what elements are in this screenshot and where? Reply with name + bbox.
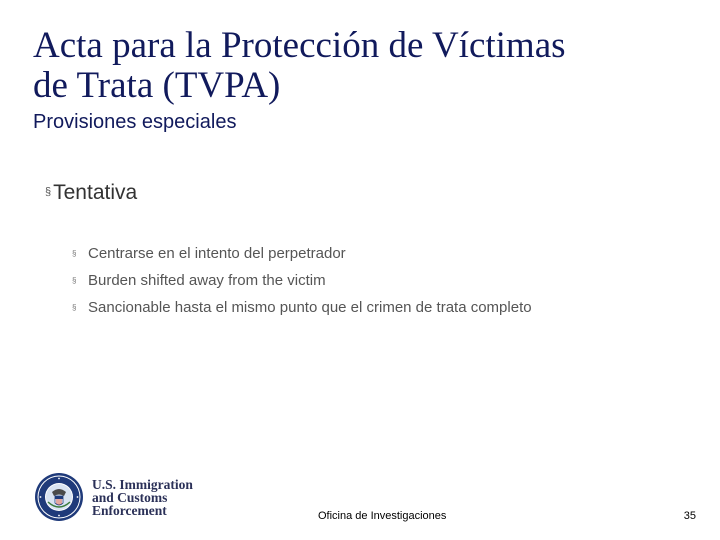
list-item bbox=[72, 267, 532, 294]
list-item-text: Centrarse en el intento del perpetrador bbox=[88, 245, 346, 262]
bullet-marker: § bbox=[45, 186, 52, 198]
slide-title bbox=[33, 26, 693, 106]
title-line-2: de Trata (TVPA) bbox=[33, 65, 281, 106]
bullet-marker: § bbox=[72, 249, 77, 258]
list-item-text: Burden shifted away from the victim bbox=[88, 272, 326, 289]
logo-line-2: and Customs bbox=[92, 489, 168, 505]
bullet-list-level2 bbox=[72, 240, 532, 321]
bullet-marker: § bbox=[72, 276, 77, 285]
logo-line-1: U.S. Immigration bbox=[92, 476, 193, 492]
dhs-seal-icon bbox=[34, 472, 84, 522]
list-item bbox=[72, 294, 532, 321]
bullet-level1 bbox=[45, 181, 137, 205]
logo-line-3: Enforcement bbox=[92, 502, 167, 518]
footer-office: Oficina de Investigaciones bbox=[318, 510, 447, 522]
ice-logo bbox=[34, 472, 193, 522]
page-number: 35 bbox=[683, 510, 696, 522]
slide-subtitle: Provisiones especiales bbox=[33, 111, 237, 133]
bullet-level1-text: Tentativa bbox=[53, 181, 138, 204]
title-line-1: Acta para la Protección de Víctimas bbox=[33, 25, 566, 66]
bullet-marker: § bbox=[72, 303, 77, 312]
list-item-text: Sancionable hasta el mismo punto que el crimen de trata completo bbox=[88, 299, 532, 316]
list-item bbox=[72, 240, 532, 267]
logo-wordmark bbox=[92, 478, 193, 517]
